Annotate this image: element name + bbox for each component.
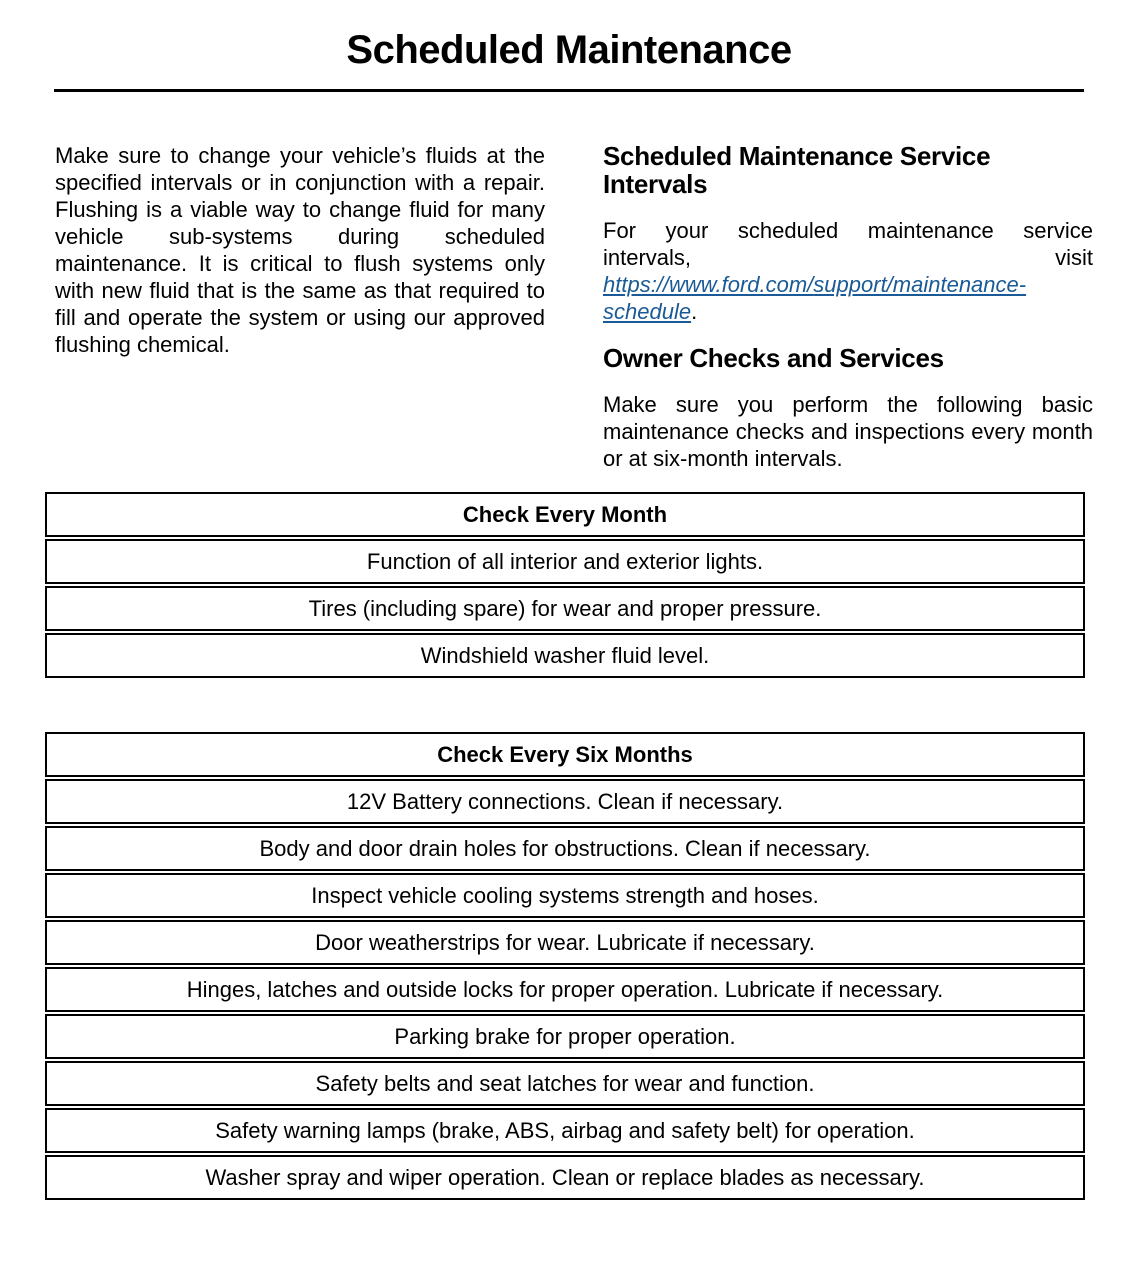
maintenance-schedule-link[interactable] (603, 272, 1026, 324)
check-every-six-months-table (45, 730, 1085, 1202)
maintenance-schedule-link-line2: support/maintenance-schedule (603, 272, 1027, 324)
table-row (45, 586, 1085, 631)
table-cell: Parking brake for proper operation. (45, 1014, 1085, 1059)
table-cell: Function of all interior and exterior lights. (45, 539, 1085, 584)
table-row (45, 826, 1085, 871)
table-row (45, 1014, 1085, 1059)
table-row (45, 633, 1085, 678)
check-every-month-table (45, 490, 1085, 680)
table-row (45, 539, 1085, 584)
service-intervals-period: . (691, 299, 698, 324)
right-column (603, 142, 1093, 472)
section-heading-owner-checks: Owner Checks and Services (603, 343, 944, 373)
table-row (45, 779, 1085, 824)
page-title: Scheduled Maintenance (346, 28, 792, 72)
table-cell: Tires (including spare) for wear and proper pressure. (45, 586, 1085, 631)
table-header-cell: Check Every Month (45, 492, 1085, 537)
owner-checks-paragraph: Make sure you perform the following basic maintenance checks and inspections every month or at six-month intervals. (603, 392, 1093, 471)
table-header-row (45, 732, 1085, 777)
table-cell: Safety warning lamps (brake, ABS, airbag and safety belt) for operation. (45, 1108, 1085, 1153)
table-header-cell: Check Every Six Months (45, 732, 1085, 777)
table-cell: 12V Battery connections. Clean if necessary. (45, 779, 1085, 824)
table-row (45, 1108, 1085, 1153)
table-row (45, 1061, 1085, 1106)
intro-columns (55, 142, 1093, 472)
table-cell: Hinges, latches and outside locks for proper operation. Lubricate if necessary. (45, 967, 1085, 1012)
table-row (45, 967, 1085, 1012)
table-cell: Windshield washer fluid level. (45, 633, 1085, 678)
service-intervals-text: For your scheduled maintenance service intervals, visit (603, 218, 1093, 270)
table-row (45, 1155, 1085, 1200)
maintenance-schedule-link-line1: https://www.ford.com/ (603, 272, 814, 297)
table-row (45, 920, 1085, 965)
table-header-row (45, 492, 1085, 537)
table-row (45, 873, 1085, 918)
table-cell: Washer spray and wiper operation. Clean or replace blades as necessary. (45, 1155, 1085, 1200)
title-divider (54, 89, 1084, 92)
table-cell: Body and door drain holes for obstructions. Clean if necessary. (45, 826, 1085, 871)
table-cell: Safety belts and seat latches for wear and function. (45, 1061, 1085, 1106)
intro-paragraph: Make sure to change your vehicle’s fluids at the specified intervals or in conjunction with a repair. Flushing is a viable way to change fluid for many vehicle sub-systems during scheduled maintenance. It is critical to flush systems only with new fluid that is the same as that required to fill and operate the system or using our approved flushing chemical. (55, 143, 545, 357)
table-cell: Door weatherstrips for wear. Lubricate if necessary. (45, 920, 1085, 965)
table-cell: Inspect vehicle cooling systems strength and hoses. (45, 873, 1085, 918)
service-intervals-paragraph (603, 217, 1093, 325)
section-heading-service-intervals: Scheduled Maintenance Service Intervals (603, 141, 991, 199)
